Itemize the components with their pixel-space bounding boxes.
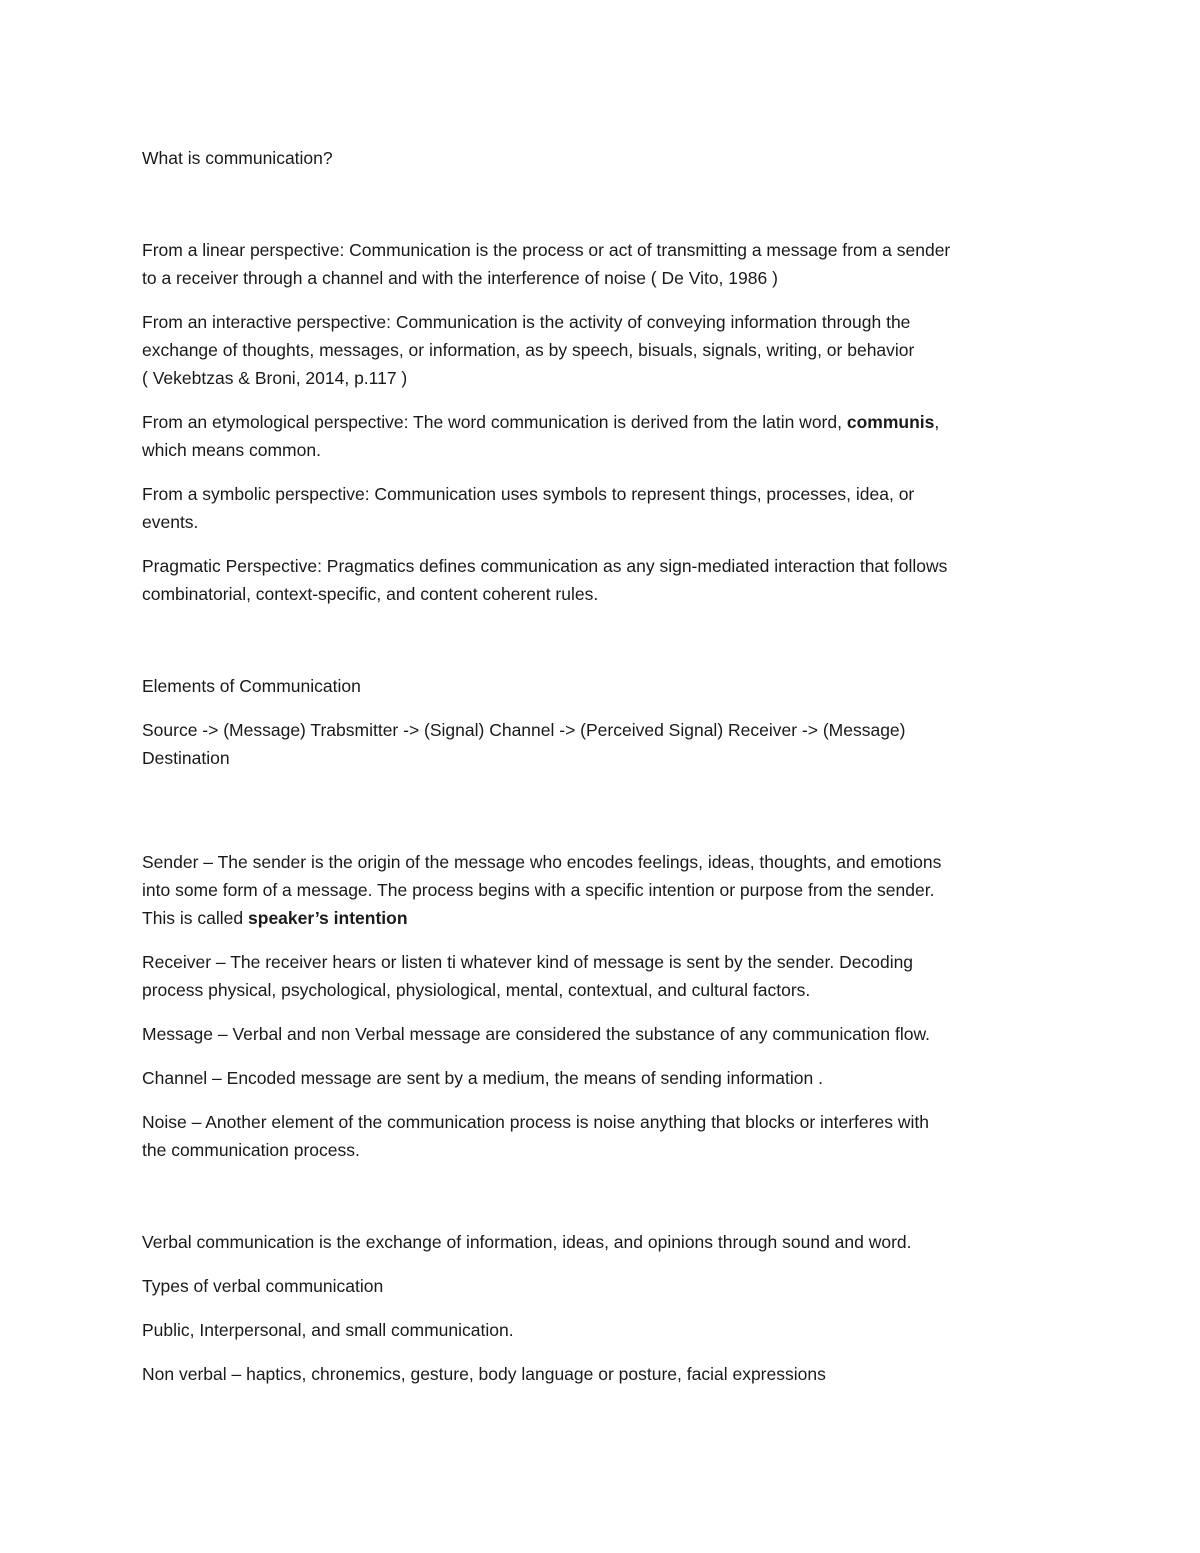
spacer bbox=[142, 624, 1062, 672]
verbal-types-list: Public, Interpersonal, and small communication. bbox=[142, 1320, 514, 1340]
text-line: events. bbox=[142, 512, 199, 532]
text-line: Message – Verbal and non Verbal message are considered the substance of any communication flow. bbox=[142, 1024, 930, 1044]
verbal-definition: Verbal communication is the exchange of information, ideas, and opinions through sound and word. bbox=[142, 1232, 912, 1252]
text-line bbox=[142, 408, 1062, 436]
definition-interactive bbox=[142, 308, 1062, 392]
text-line: into some form of a message. The process begins with a specific intention or purpose from the sender. bbox=[142, 880, 935, 900]
text-line: combinatorial, context-specific, and content coherent rules. bbox=[142, 584, 599, 604]
element-receiver bbox=[142, 948, 1062, 1004]
element-message bbox=[142, 1020, 1062, 1048]
text-line: which means common. bbox=[142, 440, 321, 460]
text-line: to a receiver through a channel and with the interference of noise ( De Vito, 1986 ) bbox=[142, 268, 778, 288]
document-body bbox=[142, 144, 1062, 1404]
elements-heading: Elements of Communication bbox=[142, 676, 361, 696]
text-line: exchange of thoughts, messages, or information, as by speech, bisuals, signals, writing, or behavior bbox=[142, 340, 915, 360]
bold-term-speakers-intention: speaker’s intention bbox=[248, 908, 408, 928]
definition-etymological bbox=[142, 408, 1062, 464]
definition-symbolic bbox=[142, 480, 1062, 536]
text-line bbox=[142, 904, 1062, 932]
document-title: What is communication? bbox=[142, 148, 333, 168]
definition-pragmatic bbox=[142, 552, 1062, 608]
text-line: From a linear perspective: Communication is the process or act of transmitting a message from a sender bbox=[142, 240, 951, 260]
text-line: Sender – The sender is the origin of the message who encodes feelings, ideas, thoughts, and emotions bbox=[142, 852, 942, 872]
verbal-types-heading: Types of verbal communication bbox=[142, 1276, 384, 1296]
spacer bbox=[142, 172, 1062, 236]
element-sender bbox=[142, 848, 1062, 932]
spacer bbox=[142, 1180, 1062, 1228]
element-channel bbox=[142, 1064, 1062, 1092]
text-line: process physical, psychological, physiological, mental, contextual, and cultural factors. bbox=[142, 980, 811, 1000]
text-line: Pragmatic Perspective: Pragmatics defines communication as any sign-mediated interaction that follows bbox=[142, 556, 948, 576]
text-line: Destination bbox=[142, 748, 230, 768]
nonverbal-list: Non verbal – haptics, chronemics, gesture, body language or posture, facial expressions bbox=[142, 1364, 826, 1384]
bold-term-communis: communis bbox=[846, 412, 935, 432]
text-line: Channel – Encoded message are sent by a medium, the means of sending information . bbox=[142, 1068, 823, 1088]
text-line: Source -> (Message) Trabsmitter -> (Signal) Channel -> (Perceived Signal) Receiver -> (Message) bbox=[142, 720, 906, 740]
spacer bbox=[142, 788, 1062, 848]
text-line: From an interactive perspective: Communication is the activity of conveying information through the bbox=[142, 312, 911, 332]
text-line: ( Vekebtzas & Broni, 2014, p.117 ) bbox=[142, 368, 408, 388]
definition-linear bbox=[142, 236, 1062, 292]
text-run: From an etymological perspective: The word communication is derived from the latin word, bbox=[142, 412, 847, 432]
text-line: Noise – Another element of the communication process is noise anything that blocks or interferes with bbox=[142, 1112, 929, 1132]
text-line: Receiver – The receiver hears or listen ti whatever kind of message is sent by the sender. Decoding bbox=[142, 952, 914, 972]
element-noise bbox=[142, 1108, 1062, 1164]
text-line: the communication process. bbox=[142, 1140, 360, 1160]
text-run: , bbox=[934, 412, 940, 432]
text-line: From a symbolic perspective: Communication uses symbols to represent things, processes, idea, or bbox=[142, 484, 915, 504]
text-run: This is called bbox=[142, 908, 249, 928]
elements-flow bbox=[142, 716, 1062, 772]
